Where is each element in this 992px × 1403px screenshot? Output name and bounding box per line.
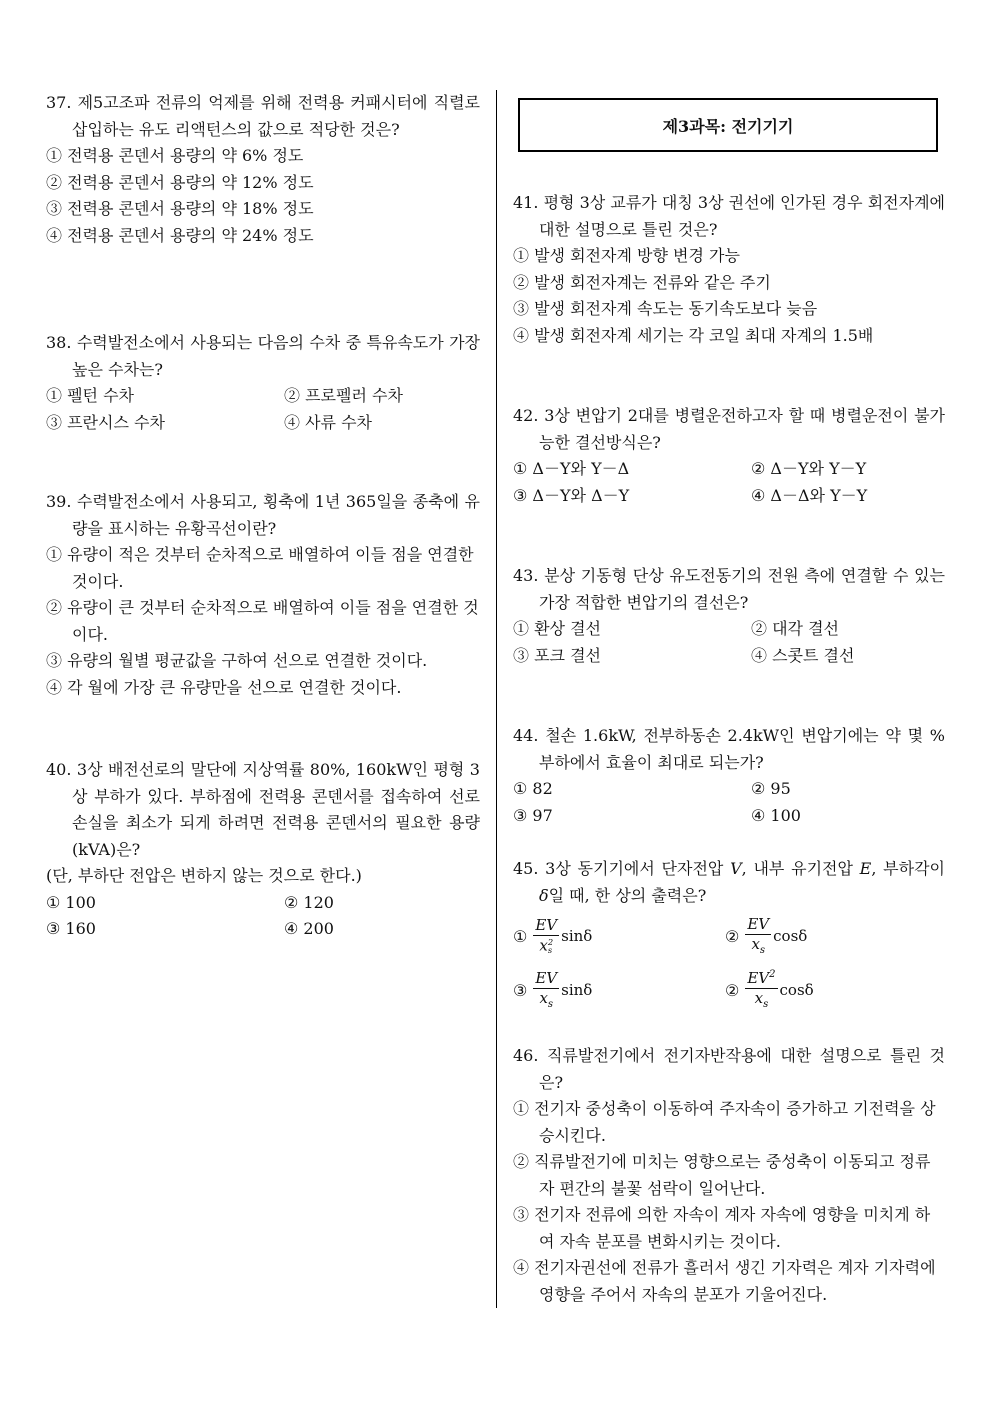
formula-fraction: EV $x_s$: [747, 914, 770, 956]
question-45: [513, 856, 945, 1017]
option-3[interactable]: ③ 전기자 전류에 의한 자속이 계자 자속에 영향을 미치게 하여 자속 분포를 변화시키는 것이다.: [513, 1205, 931, 1251]
option-2[interactable]: ② 발생 회전자계는 전류와 같은 주기: [513, 272, 771, 292]
subject-title: 제3과목: 전기기기: [518, 98, 938, 152]
option-4[interactable]: ② $EV^2$ $x_s$ cosδ: [725, 969, 814, 1010]
option-4[interactable]: ④ 100: [751, 805, 801, 825]
option-4[interactable]: ④ 전기자권선에 전류가 흘러서 생긴 기자력은 계자 기자력에 영향을 주어서 자속의 분포가 기울어진다.: [513, 1258, 936, 1304]
question-stem: 40. 3상 배전선로의 말단에 지상역률 80%, 160kW인 평형 3상 부하가 있다. 부하점에 전력용 콘덴서를 접속하여 선로 손실을 최소가 되게 하려면 전력용 콘덴서의 필요한 용량(kVA)은?: [46, 760, 480, 859]
option-3[interactable]: ③ Δ－Y와 Δ－Y: [513, 485, 630, 505]
option-3[interactable]: ③ 160: [46, 919, 96, 938]
option-2[interactable]: ② Δ－Y와 Y－Y: [751, 459, 867, 478]
option-3[interactable]: ③ 프란시스 수차: [46, 412, 165, 432]
option-2[interactable]: ② 직류발전기에 미치는 영향으로는 중성축이 이동되고 정류자 편간의 불꽃 섬락이 일어난다.: [513, 1152, 931, 1198]
option-4[interactable]: ④ 스콧트 결선: [751, 645, 855, 665]
option-3[interactable]: ③ 전력용 콘덴서 용량의 약 18% 정도: [46, 199, 314, 218]
formula-fraction: EV x 2 s: [535, 915, 558, 955]
option-2[interactable]: ② 프로펠러 수차: [284, 386, 403, 405]
question-43: [513, 563, 945, 669]
option-2[interactable]: ② 95: [751, 779, 791, 798]
option-3[interactable]: ③ 유량의 월별 평균값을 구하여 선으로 연결한 것이다.: [46, 651, 428, 670]
question-stem: 42. 3상 변압기 2대를 병렬운전하고자 할 때 병렬운전이 불가능한 결선방식은?: [513, 406, 945, 452]
question-46: [513, 1043, 945, 1308]
question-stem: 43. 분상 기동형 단상 유도전동기의 전원 측에 연결할 수 있는 가장 적합한 변압기의 결선은?: [513, 566, 945, 612]
option-4[interactable]: ④ Δ－Δ와 Y－Y: [751, 485, 868, 505]
question-44: [513, 723, 945, 829]
option-2[interactable]: ② 대각 결선: [751, 619, 839, 638]
option-1[interactable]: ① Δ－Y와 Y－Δ: [513, 459, 630, 478]
option-1[interactable]: ① 82: [513, 779, 553, 798]
option-4[interactable]: ④ 전력용 콘덴서 용량의 약 24% 정도: [46, 225, 314, 245]
option-1[interactable]: ① EV x 2 s sinδ: [513, 915, 593, 955]
question-37: [46, 90, 480, 249]
option-4[interactable]: ④ 각 월에 가장 큰 유량만을 선으로 연결한 것이다.: [46, 677, 402, 697]
option-4[interactable]: ④ 발생 회전자계 세기는 각 코일 최대 자계의 1.5배: [513, 325, 874, 345]
option-3[interactable]: ③ EV $x_s$ sinδ: [513, 968, 593, 1010]
question-stem: 46. 직류발전기에서 전기자반작용에 대한 설명으로 틀린 것은?: [513, 1046, 945, 1092]
column-divider: [496, 90, 497, 1308]
option-2[interactable]: ② 120: [284, 892, 334, 912]
option-1[interactable]: ① 전력용 콘덴서 용량의 약 6% 정도: [46, 146, 304, 165]
option-1[interactable]: ① 펠턴 수차: [46, 386, 134, 405]
question-41: [513, 190, 945, 349]
question-stem: 45. 3상 동기기에서 단자전압 V, 내부 유기전압 E, 부하각이 δ일 때, 한 상의 출력은?: [513, 859, 945, 905]
question-stem: 39. 수력발전소에서 사용되고, 횡축에 1년 365일을 종축에 유량을 표시하는 유황곡선이란?: [46, 492, 480, 538]
option-3[interactable]: ③ 97: [513, 805, 553, 825]
option-1[interactable]: ① 100: [46, 892, 96, 912]
formula-fraction: EV $x_s$: [535, 968, 558, 1010]
option-1[interactable]: ① 환상 결선: [513, 619, 601, 638]
question-stem: 41. 평형 3상 교류가 대칭 3상 권선에 인가된 경우 회전자계에 대한 설명으로 틀린 것은?: [513, 193, 945, 239]
question-38: [46, 330, 480, 436]
option-2[interactable]: ② 전력용 콘덴서 용량의 약 12% 정도: [46, 172, 314, 192]
option-1[interactable]: ① 유량이 적은 것부터 순차적으로 배열하여 이들 점을 연결한 것이다.: [46, 545, 474, 591]
question-42: [513, 403, 945, 509]
option-1[interactable]: ① 발생 회전자계 방향 변경 가능: [513, 246, 740, 265]
option-3[interactable]: ③ 포크 결선: [513, 645, 601, 665]
option-4[interactable]: ④ 200: [284, 919, 334, 938]
question-40: [46, 757, 480, 943]
formula-fraction: $EV^2$ $x_s$: [747, 969, 776, 1010]
option-2[interactable]: ② EV $x_s$ cosδ: [725, 914, 808, 956]
question-39: [46, 489, 480, 701]
option-4[interactable]: ④ 사류 수차: [284, 412, 372, 432]
question-stem: 37. 제5고조파 전류의 억제를 위해 전력용 커패시터에 직렬로 삽입하는 유도 리액턴스의 값으로 적당한 것은?: [46, 93, 480, 139]
question-note: (단, 부하단 전압은 변하지 않는 것으로 한다.): [46, 866, 362, 885]
option-3[interactable]: ③ 발생 회전자계 속도는 동기속도보다 늦음: [513, 299, 818, 318]
option-1[interactable]: ① 전기자 중성축이 이동하여 주자속이 증가하고 기전력을 상승시킨다.: [513, 1099, 936, 1145]
question-stem: 44. 철손 1.6kW, 전부하동손 2.4kW인 변압기에는 약 몇 % 부하에서 효율이 최대로 되는가?: [513, 726, 945, 772]
option-2[interactable]: ② 유량이 큰 것부터 순차적으로 배열하여 이들 점을 연결한 것이다.: [46, 598, 479, 644]
question-stem: 38. 수력발전소에서 사용되는 다음의 수차 중 특유속도가 가장 높은 수차는?: [46, 333, 480, 379]
